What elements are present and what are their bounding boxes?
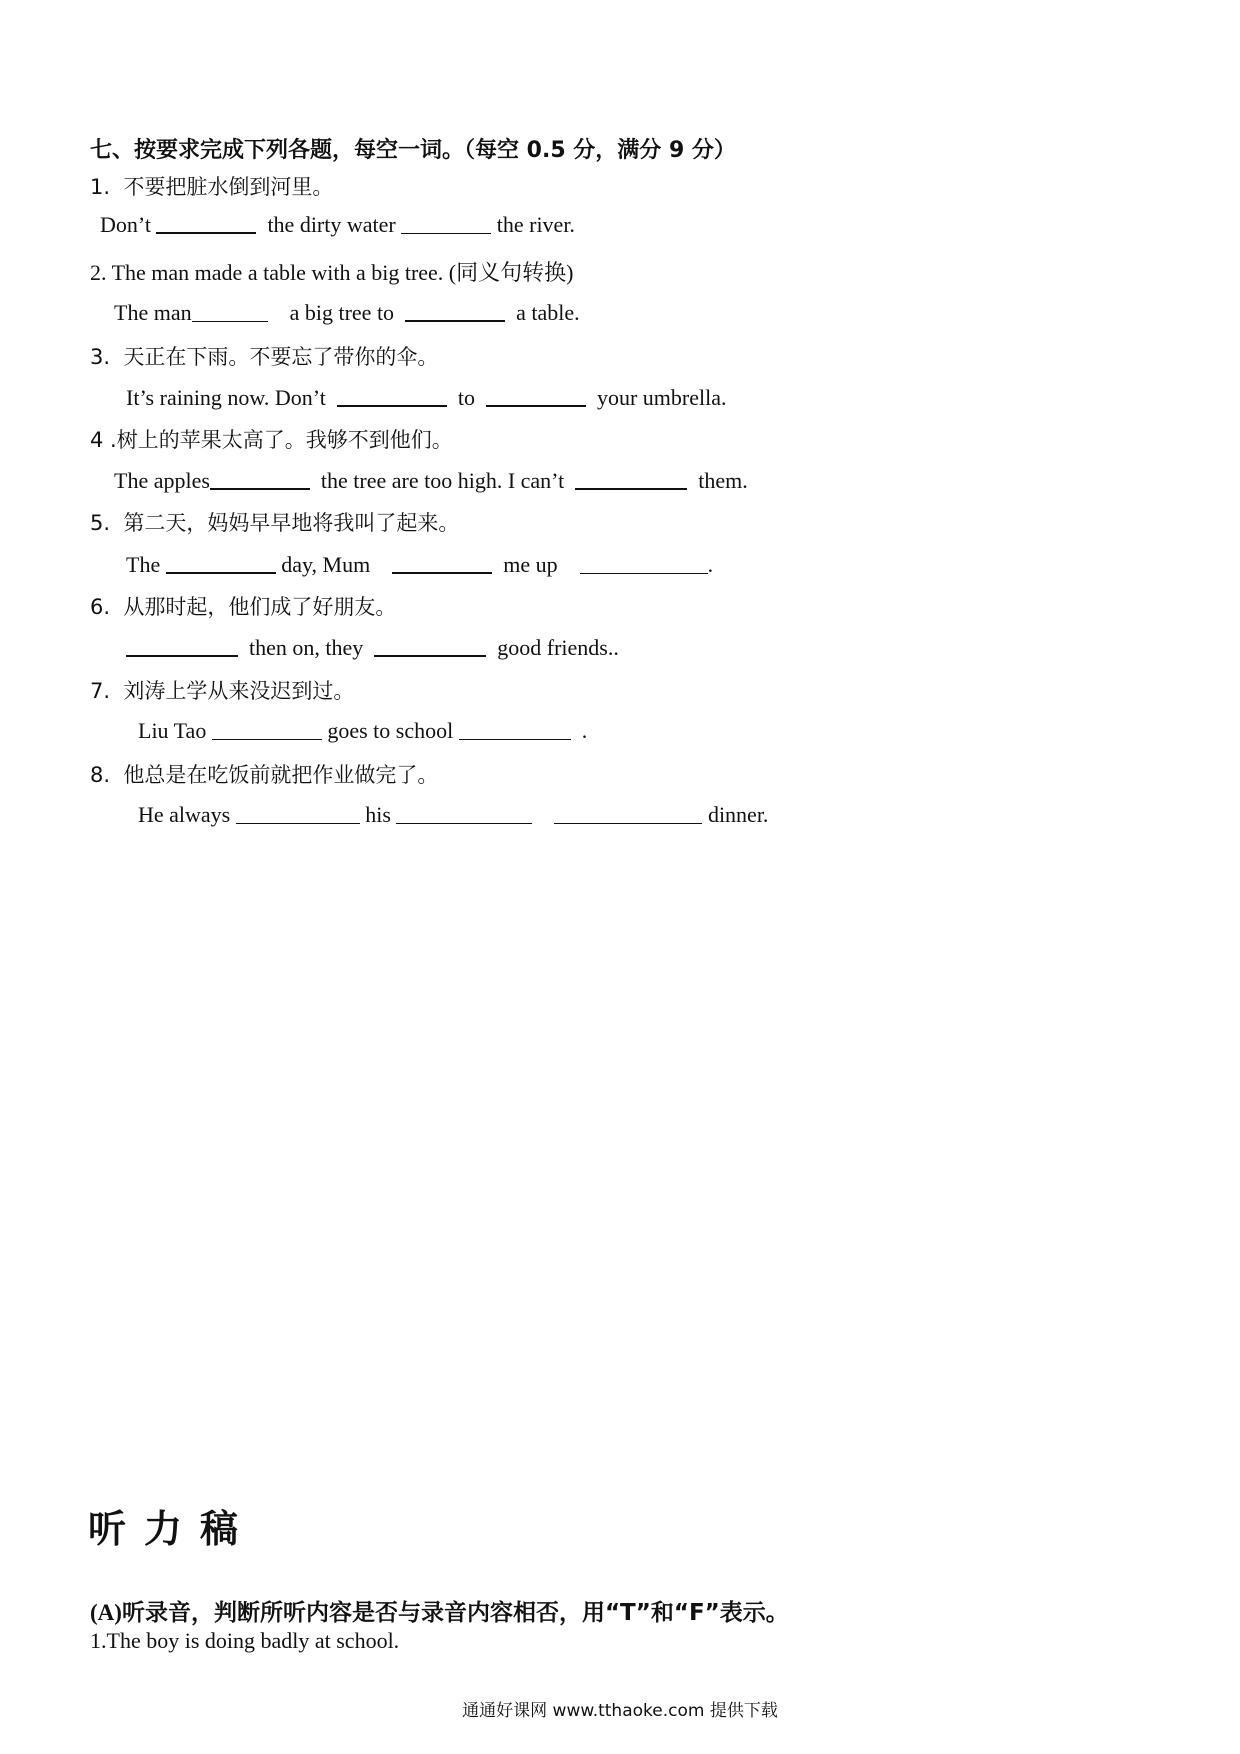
q4-text-1: The apples xyxy=(114,468,210,493)
question-1-prompt: 1. 不要把脏水倒到河里。 xyxy=(90,175,334,199)
q8-text-4: dinner. xyxy=(702,802,769,827)
q1-blank-2[interactable] xyxy=(401,213,491,234)
q5-text-4: . xyxy=(707,552,714,577)
question-7-sentence xyxy=(138,716,587,746)
q7-blank-2[interactable] xyxy=(459,719,571,740)
q1-text-3: the river. xyxy=(491,212,575,237)
q8-text-1: He always xyxy=(138,802,236,827)
q3-blank-2[interactable] xyxy=(486,385,586,407)
question-8-prompt: 8. 他总是在吃饭前就把作业做完了。 xyxy=(90,763,439,787)
q8-text-2: his xyxy=(359,802,397,827)
q2-blank-2[interactable] xyxy=(405,300,505,322)
q2-text-3: a table. xyxy=(505,300,580,325)
question-6-prompt: 6. 从那时起，他们成了好朋友。 xyxy=(90,595,397,619)
question-8-sentence xyxy=(138,800,768,830)
question-3-sentence xyxy=(126,383,726,413)
q7-blank-1[interactable] xyxy=(212,719,322,740)
q6-blank-2[interactable] xyxy=(374,635,486,657)
q2-text-2: a big tree to xyxy=(267,300,406,325)
listening-instruction-lead: (A) xyxy=(90,1600,122,1625)
q6-text-3: good friends.. xyxy=(486,635,619,660)
q1-text-1: Don’t xyxy=(100,212,157,237)
question-6-sentence xyxy=(126,633,619,663)
question-4-prompt: 4 .树上的苹果太高了。我够不到他们。 xyxy=(90,428,453,452)
q7-text-1: Liu Tao xyxy=(138,718,212,743)
q3-text-2: to xyxy=(446,385,486,410)
listening-item-1: 1.The boy is doing badly at school. xyxy=(90,1628,400,1653)
question-1-sentence xyxy=(100,210,575,240)
q1-text-2: the dirty water xyxy=(256,212,402,237)
q5-text-1: The xyxy=(126,552,166,577)
q7-text-3: . xyxy=(570,718,588,743)
q3-text-3: your umbrella. xyxy=(585,385,727,410)
q8-text-3 xyxy=(532,802,554,827)
q5-blank-3[interactable] xyxy=(580,553,708,574)
question-2-sentence xyxy=(114,298,580,328)
question-3-prompt: 3. 天正在下雨。不要忘了带你的伞。 xyxy=(90,345,439,369)
q5-blank-2[interactable] xyxy=(392,552,492,574)
q5-text-2: day, Mum xyxy=(275,552,393,577)
question-5-sentence xyxy=(126,550,713,580)
question-2-prompt: 2. The man made a table with a big tree. (同义句转换) xyxy=(90,260,574,285)
listening-instruction-text: 听录音，判断所听内容是否与录音内容相否，用“T”和“F”表示。 xyxy=(121,1600,789,1626)
q6-text-2: then on, they xyxy=(238,635,375,660)
q1-blank-1[interactable] xyxy=(156,212,256,234)
listening-instruction xyxy=(90,1594,789,1627)
q2-blank-1[interactable] xyxy=(192,301,268,322)
q4-blank-1[interactable] xyxy=(210,468,310,490)
question-4-sentence xyxy=(114,466,748,496)
q4-text-3: them. xyxy=(687,468,748,493)
q3-blank-1[interactable] xyxy=(337,385,447,407)
question-5-prompt: 5. 第二天，妈妈早早地将我叫了起来。 xyxy=(90,511,460,535)
q8-blank-1[interactable] xyxy=(236,803,360,824)
q2-text-1: The man xyxy=(114,300,192,325)
section-title: 七、按要求完成下列各题，每空一词。（每空 0.5 分，满分 9 分） xyxy=(90,138,736,163)
q7-text-2: goes to school xyxy=(321,718,459,743)
q6-blank-1[interactable] xyxy=(126,635,238,657)
question-7-prompt: 7. 刘涛上学从来没迟到过。 xyxy=(90,679,355,703)
q8-blank-2[interactable] xyxy=(396,803,532,824)
q4-text-2: the tree are too high. I can’t xyxy=(309,468,576,493)
q5-blank-1[interactable] xyxy=(166,552,276,574)
q4-blank-2[interactable] xyxy=(575,468,687,490)
q5-text-3: me up xyxy=(492,552,580,577)
q8-blank-3[interactable] xyxy=(554,803,702,824)
footer-credit: 通通好课网 www.tthaoke.com 提供下载 xyxy=(462,1701,778,1721)
listening-heading: 听力稿 xyxy=(88,1507,257,1551)
q3-text-1: It’s raining now. Don’t xyxy=(126,385,337,410)
